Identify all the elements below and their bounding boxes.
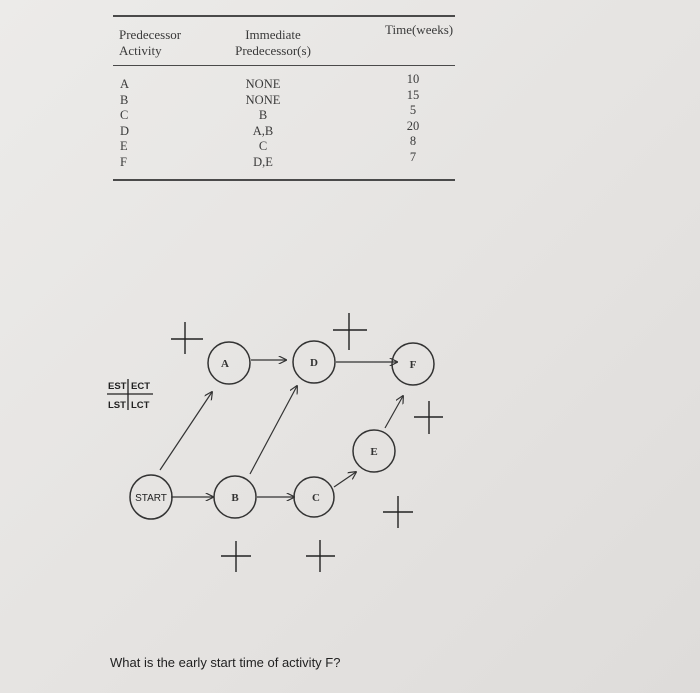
node-a-circle [208, 342, 250, 384]
table-cell-time: 20 [406, 118, 420, 133]
node-c-label: C [312, 492, 320, 504]
node-d [293, 341, 335, 383]
node-start [130, 475, 172, 519]
table-cell-predecessor: B [258, 108, 268, 122]
legend-lct: LCT [131, 400, 150, 411]
time-box-b [221, 541, 251, 572]
node-a [208, 342, 250, 384]
table-cell-predecessor: A,B [252, 123, 274, 138]
node-f [392, 343, 434, 385]
node-f-label: F [409, 359, 417, 371]
table-cell-predecessor: NONE [245, 92, 281, 107]
question-text: What is the early start time of activity F? [110, 655, 341, 670]
legend-est: EST [108, 381, 127, 392]
edge-c-to-e [334, 472, 356, 487]
header-time: Time(weeks) [385, 22, 454, 37]
table-cell-time: 5 [409, 103, 417, 117]
edge-start-to-a [160, 392, 212, 470]
header-activity-line1: Predecessor [119, 27, 182, 42]
header-predecessor-line1: Immediate [245, 27, 301, 42]
table-cell-time: 10 [406, 72, 420, 86]
node-e [353, 430, 395, 472]
time-box-d [333, 313, 367, 350]
edge-b-to-d [250, 386, 297, 474]
time-box-e [383, 496, 413, 528]
time-box-a [171, 322, 203, 354]
legend-ect: ECT [131, 381, 150, 392]
time-box-c [306, 540, 335, 572]
legend-lst: LST [108, 400, 126, 411]
node-a-label: A [221, 358, 229, 370]
table-cell-time: 15 [406, 87, 420, 102]
time-box-f [414, 401, 443, 434]
node-d-label: D [310, 357, 318, 369]
table-cell-activity: E [120, 139, 128, 153]
edge-e-to-f [385, 396, 403, 428]
table-cell-activity: B [120, 92, 129, 107]
header-predecessor-line2: Predecessor(s) [235, 43, 311, 58]
table-cell-time: 7 [409, 149, 417, 164]
table-cell-predecessor: NONE [245, 77, 281, 91]
table-cell-predecessor: D,E [253, 154, 273, 169]
table-cell-activity: D [120, 123, 130, 138]
header-activity-line2: Activity [119, 43, 162, 58]
table-cell-time: 8 [409, 134, 417, 148]
node-b [214, 476, 256, 518]
table-cell-activity: C [120, 108, 129, 122]
node-c [294, 477, 334, 517]
node-b-label: B [231, 492, 239, 504]
legend-est-ect-lst-lct [107, 379, 153, 411]
table-cell-predecessor: C [258, 139, 268, 153]
node-e-label: E [370, 446, 378, 458]
table-cell-activity: A [120, 77, 130, 91]
node-start-label: START [135, 493, 167, 504]
table-cell-activity: F [120, 154, 127, 169]
